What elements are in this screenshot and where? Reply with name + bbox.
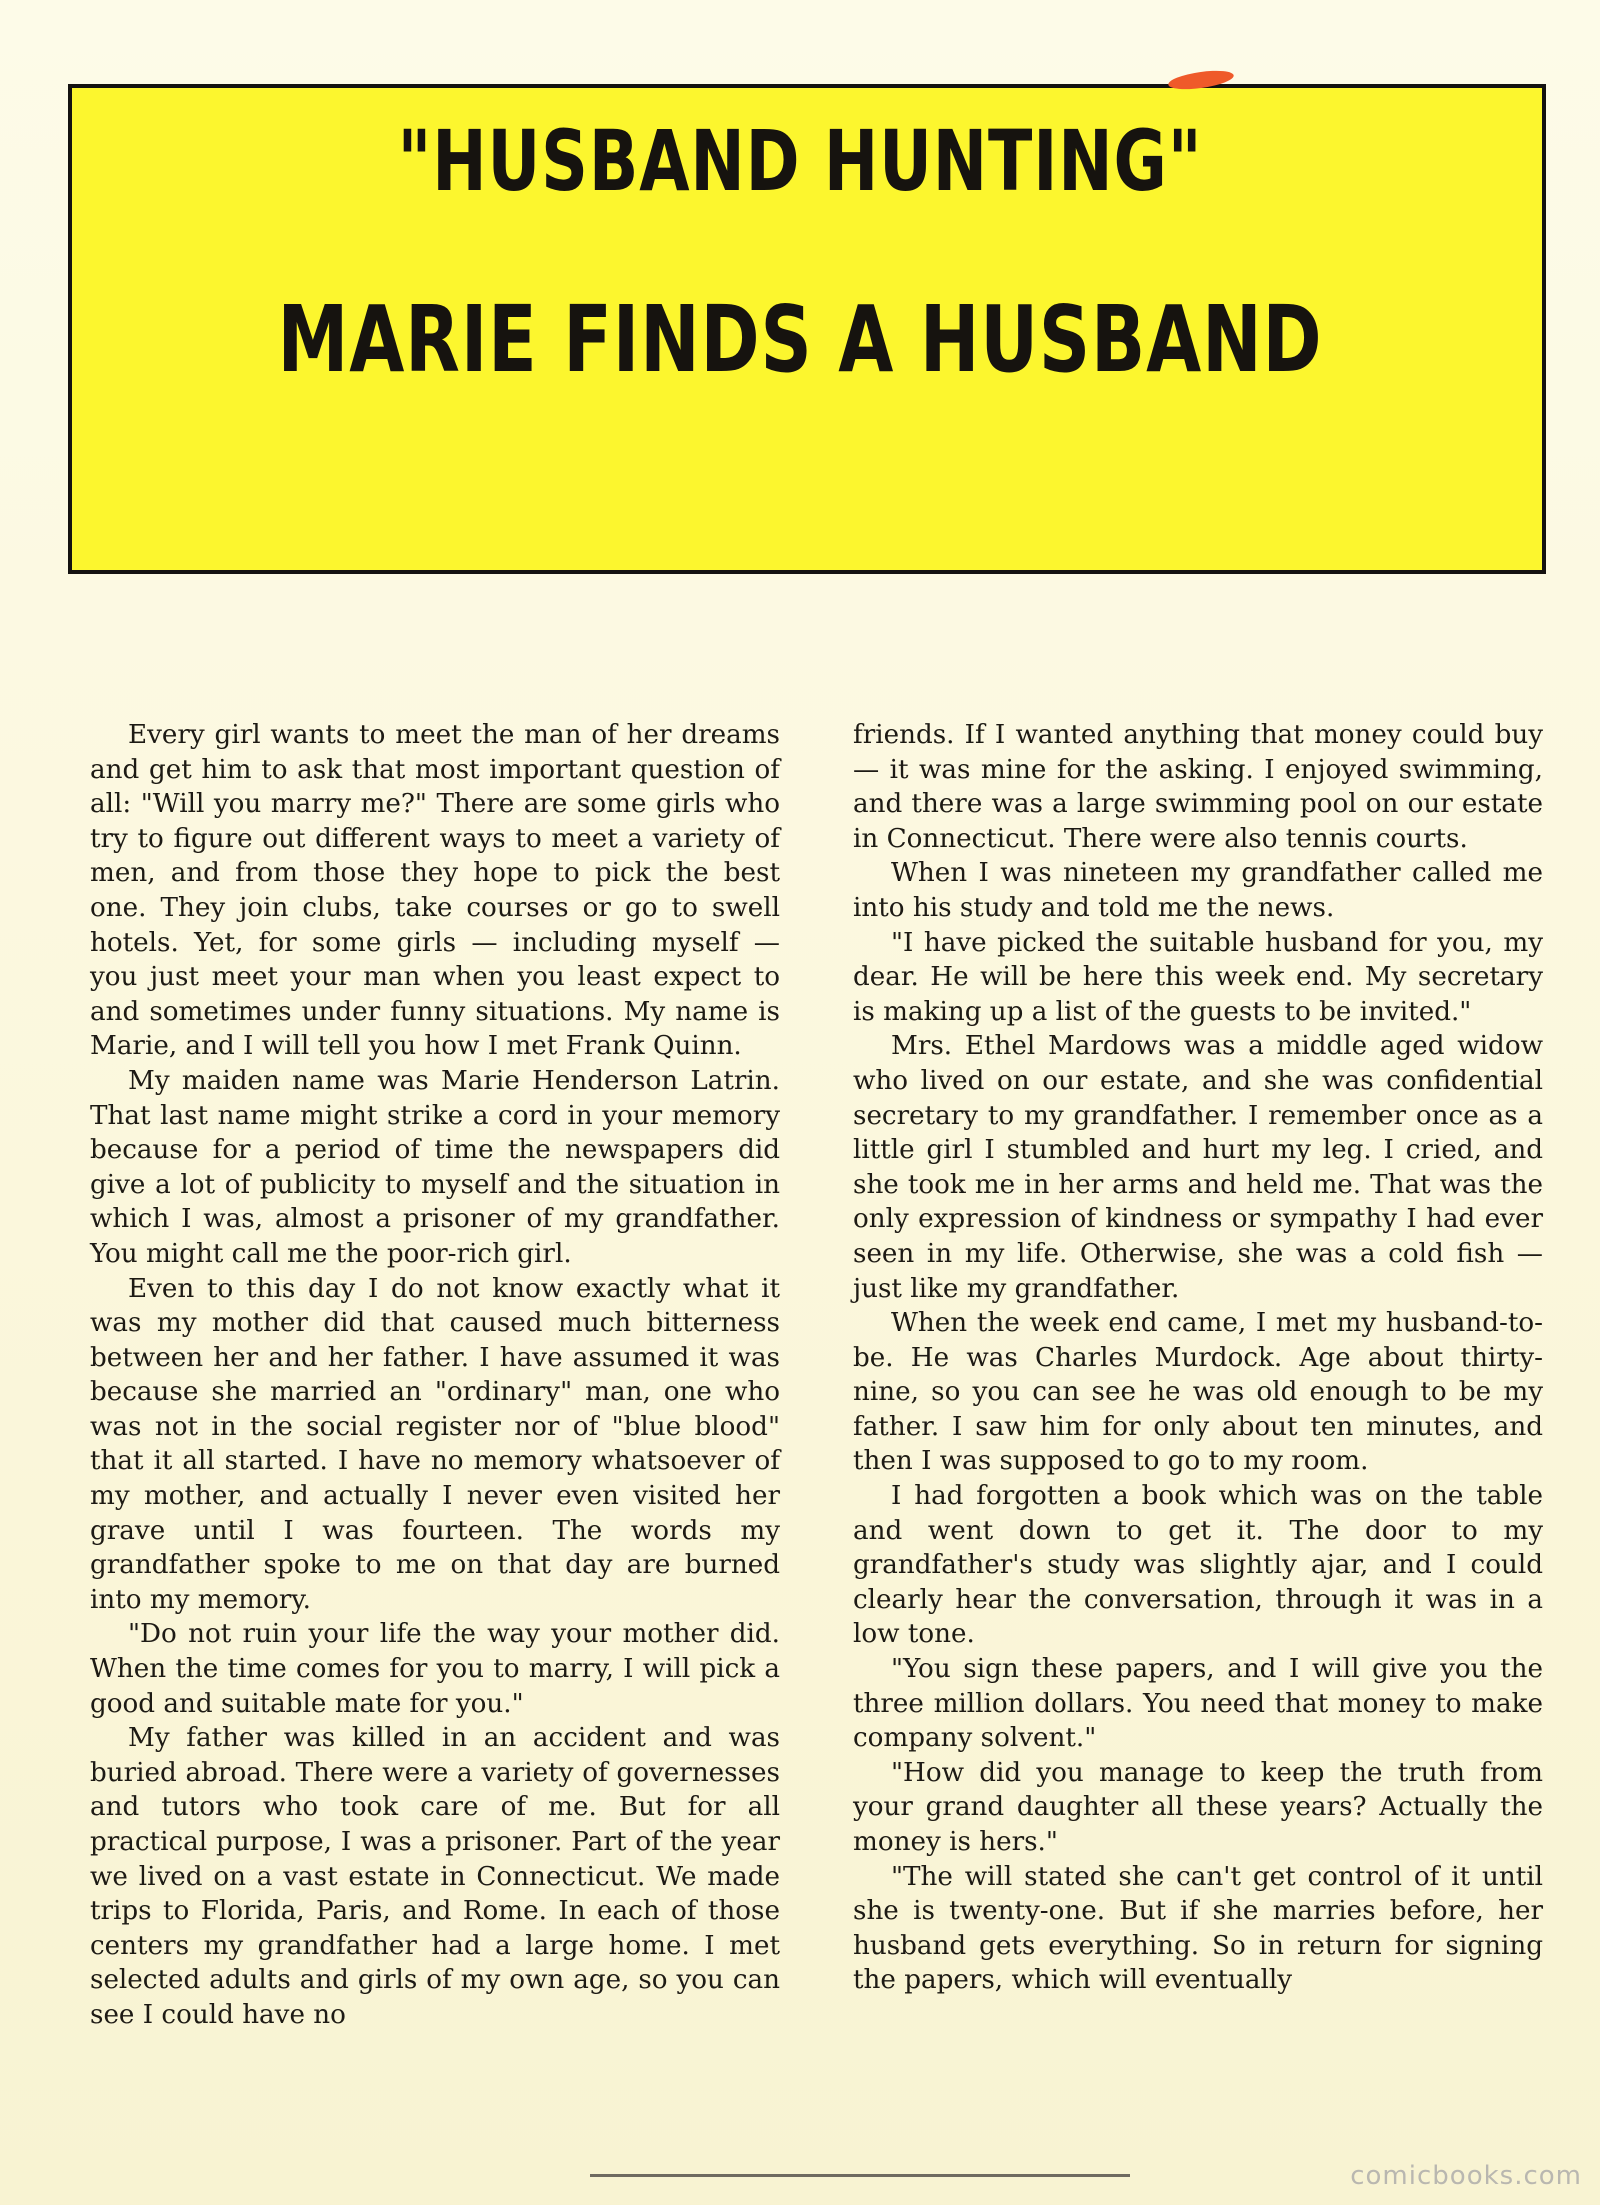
paragraph: "The will stated she can't get control of it until she is twenty-one. But if she marries before, her husband gets everything. So in return for signing the papers, which will eventually xyxy=(853,1861,1543,1996)
paragraph: Mrs. Ethel Mardows was a middle aged widow who lived on our estate, and she was confidential secretary to my grandfather. I remember once as a little girl I stumbled and hurt my leg. I cried, and she took me in her arms and held me. That was the only expression of kindness or sympathy I had ever seen in my life. Otherwise, she was a cold fish — just like my grandfather. xyxy=(853,1031,1543,1304)
paragraph: "Do not ruin your life the way your mother did. When the time comes for you to marry, I will pick a good and suitable mate for you." xyxy=(90,1619,780,1719)
bottom-divider xyxy=(590,2174,1130,2177)
paragraph: When I was nineteen my grandfather called me into his study and told me the news. xyxy=(853,858,1543,923)
paragraph: friends. If I wanted anything that money could buy — it was mine for the asking. I enjoyed swimming, and there was a large swimming pool on our estate in Connecticut. There were also tennis courts. xyxy=(853,720,1543,854)
paragraph: When the week end came, I met my husband-to-be. He was Charles Murdock. Age about thirty-nine, so you can see he was old enough to be my father. I saw him for only about ten minutes, and then I was supposed to go to my room. xyxy=(853,1308,1543,1477)
paragraph: "You sign these papers, and I will give you the three million dollars. You need that money to make company solvent." xyxy=(853,1654,1543,1754)
story-title: "HUSBAND HUNTING" xyxy=(397,112,1203,210)
paragraph: "How did you manage to keep the truth from your grand daughter all these years? Actually the money is hers." xyxy=(853,1757,1543,1857)
paragraph: My father was killed in an accident and was buried abroad. There were a variety of governesses and tutors who took care of me. But for all practical purpose, I was a prisoner. Part of the year we lived on a vast estate in Connecticut. We made trips to Florida, Paris, and Rome. In each of those centers my grandfather had a large home. I met selected adults and girls of my own age, so you can see I could have no xyxy=(90,1723,780,2030)
text-column-right xyxy=(853,718,1543,1998)
paragraph: Even to this day I do not know exactly what it was my mother did that caused much bitterness between her and her father. I have assumed it was because she married an "ordinary" man, one who was not in the social register nor of "blue blood" that it all started. I have no memory whatsoever of my mother, and actually I never even visited her grave until I was fourteen. The words my grandfather spoke to me on that day are burned into my memory. xyxy=(90,1273,780,1615)
paragraph: I had forgotten a book which was on the table and went down to get it. The door to my grandfather's study was slightly ajar, and I could clearly hear the conversation, through it was in a low tone. xyxy=(853,1481,1543,1650)
story-subtitle: MARIE FINDS A HUSBAND xyxy=(277,286,1323,393)
paragraph: My maiden name was Marie Henderson Latrin. That last name might strike a cord in your memory because for a period of time the newspapers did give a lot of publicity to myself and the situation in which I was, almost a prisoner of my grandfather. You might call me the poor-rich girl. xyxy=(90,1065,780,1269)
paragraph: "I have picked the suitable husband for you, my dear. He will be here this week end. My secretary is making up a list of the guests to be invited." xyxy=(853,927,1543,1027)
site-watermark: comicbooks.com xyxy=(1350,2161,1582,2191)
text-column-left xyxy=(90,718,780,2033)
paragraph: Every girl wants to meet the man of her dreams and get him to ask that most important question of all: "Will you marry me?" There are some girls who try to figure out different ways to meet a variety of men, and from those they hope to pick the best one. They join clubs, take courses or go to swell hotels. Yet, for some girls — including myself — you just meet your man when you least expect to and sometimes under funny situations. My name is Marie, and I will tell you how I met Frank Quinn. xyxy=(90,720,780,1062)
